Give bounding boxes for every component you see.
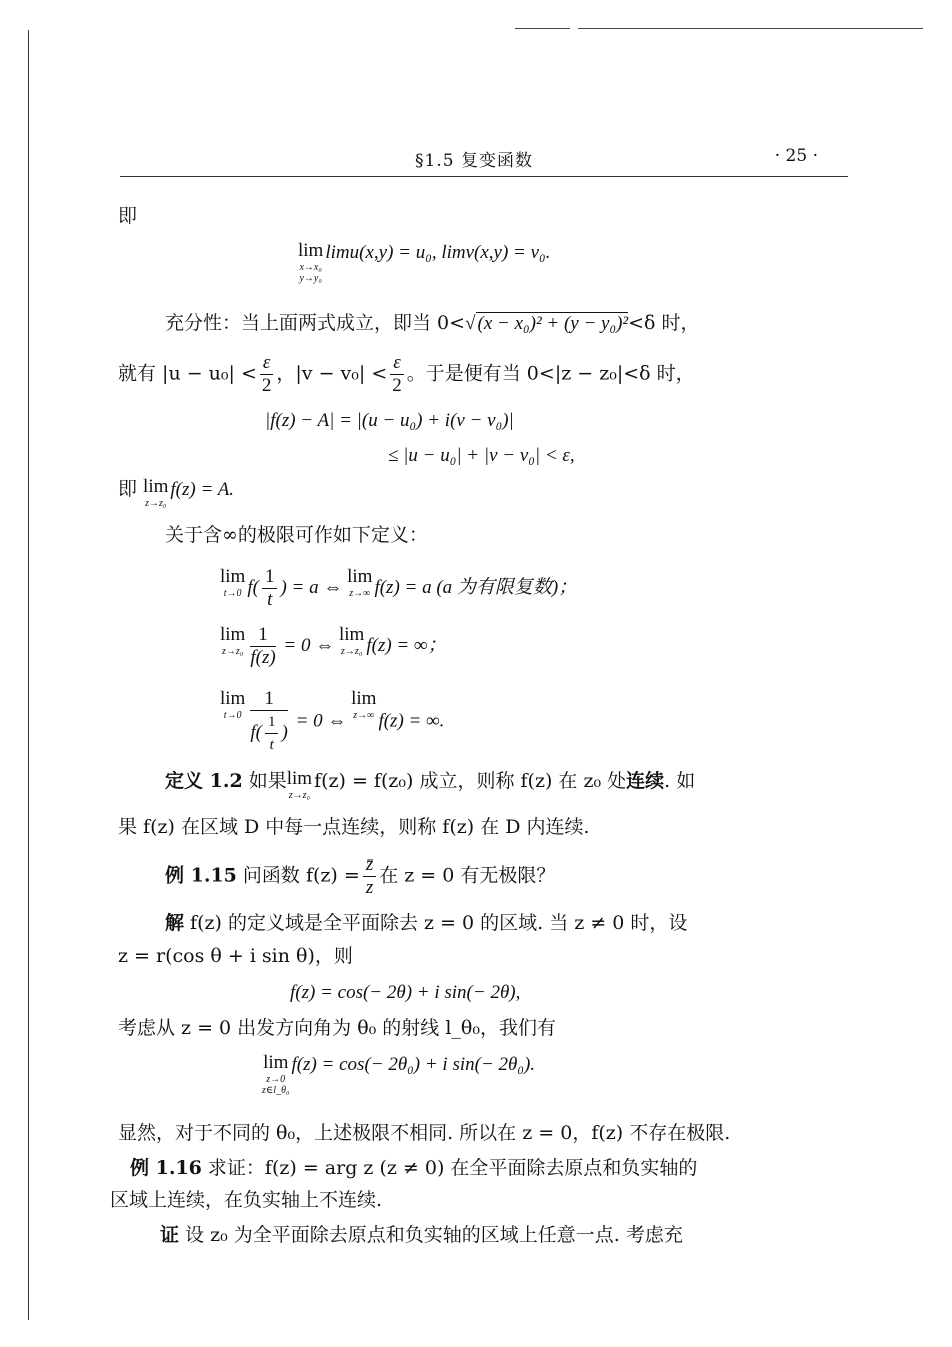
equation-ray-limit: lim z→0 z∈l_θ₀ f(z) = cos(− 2θ₀) + i sin(− 2θ₀). bbox=[262, 1052, 536, 1096]
infinity-intro: 关于含∞的极限可作如下定义： bbox=[165, 524, 428, 546]
page-number: · 25 · bbox=[774, 146, 818, 166]
example-1-15: 例 1.15 问函数 f(z) = $\frac{z̄}{z}$ 在 z = 0 有无极限？ bbox=[165, 854, 556, 898]
solution-line: 解 f(z) 的定义域是全平面除去 z = 0 的区域. 当 z ≠ 0 时，设 bbox=[165, 912, 688, 934]
example-1-16-cont: 区域上连续，在负实轴上不连续. bbox=[110, 1189, 383, 1211]
left-margin-line bbox=[28, 30, 29, 1320]
equation-abs-diff: |f(z) − A| = |(u − u₀) + i(v − v₀)| bbox=[265, 410, 514, 431]
definition-limit-infinity-point: lim t→0 1 f( $\frac{1}{t}$ ) = 0 ⇔ lim z→∞ f(z) = ∞. bbox=[220, 688, 445, 753]
equation-fz-polar: f(z) = cos(− 2θ) + i sin(− 2θ), bbox=[290, 982, 521, 1003]
proof-line: 证 设 z₀ 为全平面除去原点和负实轴的区域上任意一点. 考虑充 bbox=[160, 1224, 683, 1246]
definition-continuity-cont: 果 f(z) 在区域 D 中每一点连续，则称 f(z) 在 D 内连续. bbox=[118, 816, 590, 838]
limit-conclusion: 即 lim z→z₀ f(z) = A. bbox=[118, 476, 235, 509]
running-header bbox=[120, 140, 848, 180]
top-rule-short bbox=[515, 28, 570, 29]
header-rule bbox=[120, 176, 848, 177]
solution-conclusion: 显然，对于不同的 θ₀，上述极限不相同. 所以在 z = 0，f(z) 不存在极限. bbox=[118, 1122, 731, 1144]
definition-limit-finite: lim t→0 f( $\frac{1}{t}$ ) = a ⇔ lim z→∞ f(z) = a (a 为有限复数)； bbox=[220, 566, 578, 610]
epsilon-line: 就有 |u − u₀| < $\frac{\varepsilon}{2}$ ，|v − v₀| < $\frac{\varepsilon}{2}$ 。于是便有当 0<|z − z₀|<δ 时， bbox=[118, 352, 695, 396]
top-rule-long bbox=[578, 28, 923, 29]
example-1-16: 例 1.16 求证：f(z) = arg z (z ≠ 0) 在全平面除去原点和负实轴的 bbox=[130, 1157, 698, 1179]
section-title: §1.5 复变函数 bbox=[415, 151, 533, 171]
lim-operator: lim x→x₀ y→y₀ bbox=[298, 240, 324, 284]
equation-limits-uv: lim x→x₀ y→y₀ limu(x,y) = u₀, limv(x,y) = v₀. bbox=[298, 240, 551, 284]
text-line: 即 bbox=[118, 205, 138, 227]
solution-ray: 考虑从 z = 0 出发方向角为 θ₀ 的射线 l_θ₀，我们有 bbox=[118, 1017, 556, 1039]
definition-continuity: 定义 1.2 如果lim z→z₀ f(z) = f(z₀) 成立，则称 f(z) 在 z₀ 处连续. 如 bbox=[165, 768, 696, 801]
equation-inequality: ≤ |u − u₀| + |v − v₀| < ε, bbox=[388, 445, 575, 466]
definition-limit-infinite: lim z→z₀ $\frac{1}{f(z)}$ = 0 ⇔ lim z→z₀ f(z) = ∞； bbox=[220, 624, 447, 668]
sufficiency-line: 充分性：当上面两式成立，即当 0<√ (x − x₀)² + (y − y₀)²<δ 时， bbox=[165, 312, 700, 334]
solution-polar: z = r(cos θ + i sin θ)，则 bbox=[118, 945, 353, 967]
